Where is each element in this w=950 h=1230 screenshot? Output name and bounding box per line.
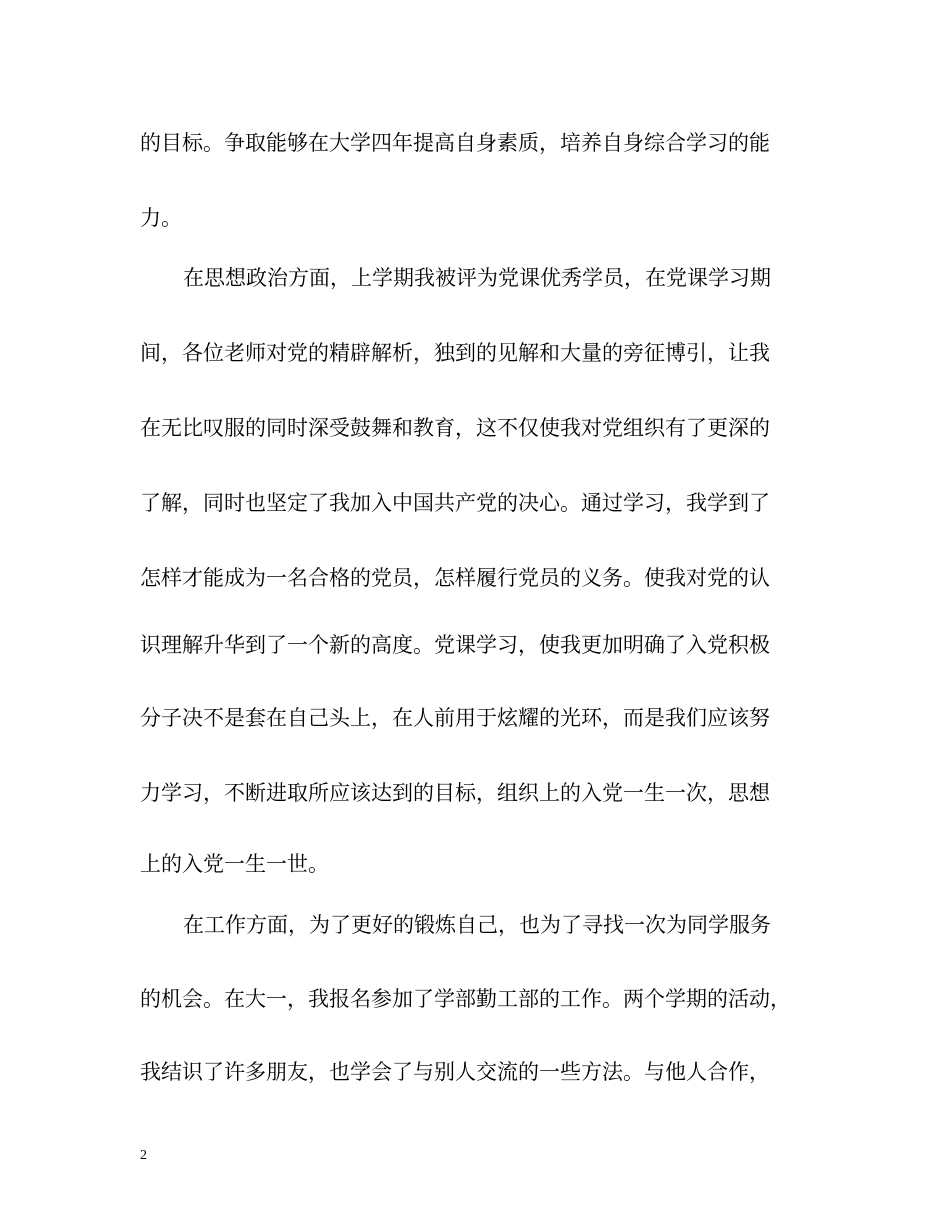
- paragraph-start-line: 在工作方面，为了更好的锻炼自己，也为了寻找一次为同学服务: [183, 913, 771, 937]
- text-line: 我结识了许多朋友，也学会了与别人交流的一些方法。与他人合作，: [140, 1060, 770, 1084]
- text-line: 在无比叹服的同时深受鼓舞和教育，这不仅使我对党组织有了更深的: [140, 416, 770, 440]
- paragraph-start-line: 在思想政治方面，上学期我被评为党课优秀学员，在党课学习期: [183, 266, 771, 290]
- page-number: 2: [140, 1148, 147, 1163]
- text-line: 力。: [140, 206, 182, 230]
- text-line: 分子决不是套在自己头上，在人前用于炫耀的光环，而是我们应该努: [140, 706, 770, 730]
- text-line: 识理解升华到了一个新的高度。党课学习，使我更加明确了入党积极: [140, 633, 770, 657]
- text-line: 的机会。在大一，我报名参加了学部勤工部的工作。两个学期的活动，: [140, 987, 791, 1011]
- text-line: 的目标。争取能够在大学四年提高自身素质，培养自身综合学习的能: [140, 131, 770, 155]
- text-line: 了解，同时也坚定了我加入中国共产党的决心。通过学习，我学到了: [140, 491, 770, 515]
- text-line: 力学习，不断进取所应该达到的目标，组织上的入党一生一次，思想: [140, 781, 770, 805]
- text-line: 间，各位老师对党的精辟解析，独到的见解和大量的旁征博引，让我: [140, 341, 770, 365]
- text-line: 上的入党一生一世。: [140, 852, 329, 876]
- text-line: 怎样才能成为一名合格的党员，怎样履行党员的义务。使我对党的认: [140, 566, 770, 590]
